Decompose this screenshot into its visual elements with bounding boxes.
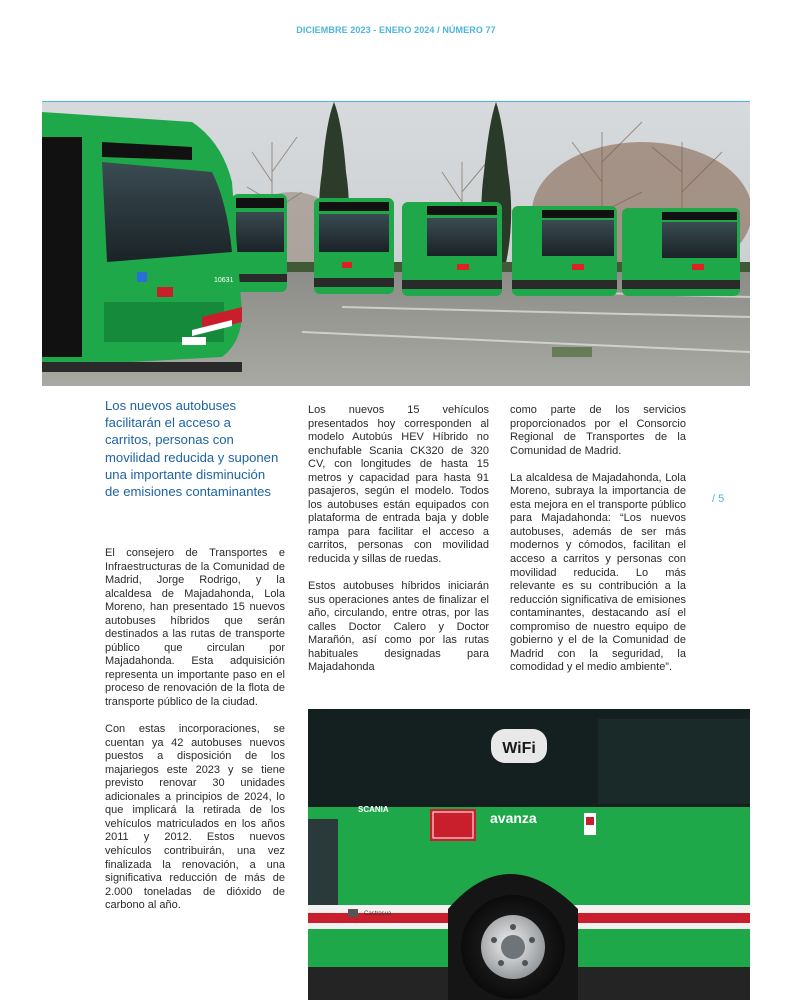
- wifi-label: WiFi: [502, 740, 536, 757]
- page-number-slash: /: [712, 493, 716, 505]
- chassis-label: Castrosua: [364, 911, 392, 917]
- article-column-2: [308, 404, 489, 688]
- paragraph: Estos autobuses híbridos iniciarán sus operaciones antes de finalizar el año, circulando, entre otras, por las calles Doctor Calero y Doctor Marañón, así como por las rutas habituales designadas para Majadahonda: [308, 580, 489, 674]
- article-column-1: [105, 547, 285, 926]
- article-column-3: [510, 404, 686, 688]
- paragraph: La alcaldesa de Majadahonda, Lola Moreno, subraya la importancia de esta mejora en el transporte público para Majadahonda: “Los nuevos autobuses, además de ser más modernos y cómodos, facilitan el acceso a carritos y personas con movilidad reducida. Lo más relevante es su contribución a la reducción significativa de emisiones contaminantes, destacando así el compromiso de nuestro equipo de gobierno y el de la Comunidad de Madrid con la seguridad, la comodidad y el medio ambiente”.: [510, 471, 686, 674]
- scania-label: SCANIA: [358, 805, 389, 814]
- paragraph: Los nuevos 15 vehículos presentados hoy corresponden al modelo Autobús HEV Híbrido no enchufable Scania CK320 de 320 CV, con longitudes de hasta 15 metros y capacidad para hasta 91 pasajeros, según el modelo. Todos los autobuses están equipados con plataforma de entrada baja y doble rampa para facilitar el acceso a carritos, personas con movilidad reducida y sillas de ruedas.: [308, 404, 489, 566]
- consortium-badge: [430, 809, 476, 841]
- paragraph: como parte de los servicios proporcionados por el Consorcio Regional de Transportes de la Comunidad de Madrid.: [510, 404, 686, 457]
- page-number: [712, 493, 724, 505]
- page-number-value: 5: [718, 493, 725, 505]
- article-headline: Los nuevos autobuses facilitarán el acceso a carritos, personas con movilidad reducida y suponen una importante disminución de emisiones contaminantes: [105, 398, 279, 500]
- issue-header: DICIEMBRE 2023 - ENERO 2024 / NÚMERO 77: [296, 25, 496, 35]
- avanza-logo: avanza: [490, 810, 537, 826]
- bus-side-photo: [308, 709, 750, 1000]
- bus-fleet-photo: [42, 102, 750, 386]
- paragraph: El consejero de Transportes e Infraestructuras de la Comunidad de Madrid, Jorge Rodrigo, y la alcaldesa de Majadahonda, Lola Moreno, han presentado 15 nuevos autobuses híbridos que serán destinados a las rutas de transporte público que circulan por Majadahonda. Esta adquisición representa un importante paso en el proceso de renovación de la flota de transporte público de la ciudad.: [105, 547, 285, 709]
- wifi-badge: [491, 729, 547, 763]
- paragraph: Con estas incorporaciones, se cuentan ya 42 autobuses nuevos puestos a disposición de los majariegos este 2023 y se tiene previsto renovar 30 unidades adicionales a principios de 2024, lo que implicará la retirada de los vehículos matriculados en los años 2011 y 2012. Estos nuevos vehículos contribuirán, una vez finalizada la renovación, a una significativa reducción de más de 2.000 toneladas de dióxido de carbono al año.: [105, 723, 285, 912]
- bus-number-text: 10631: [214, 277, 234, 284]
